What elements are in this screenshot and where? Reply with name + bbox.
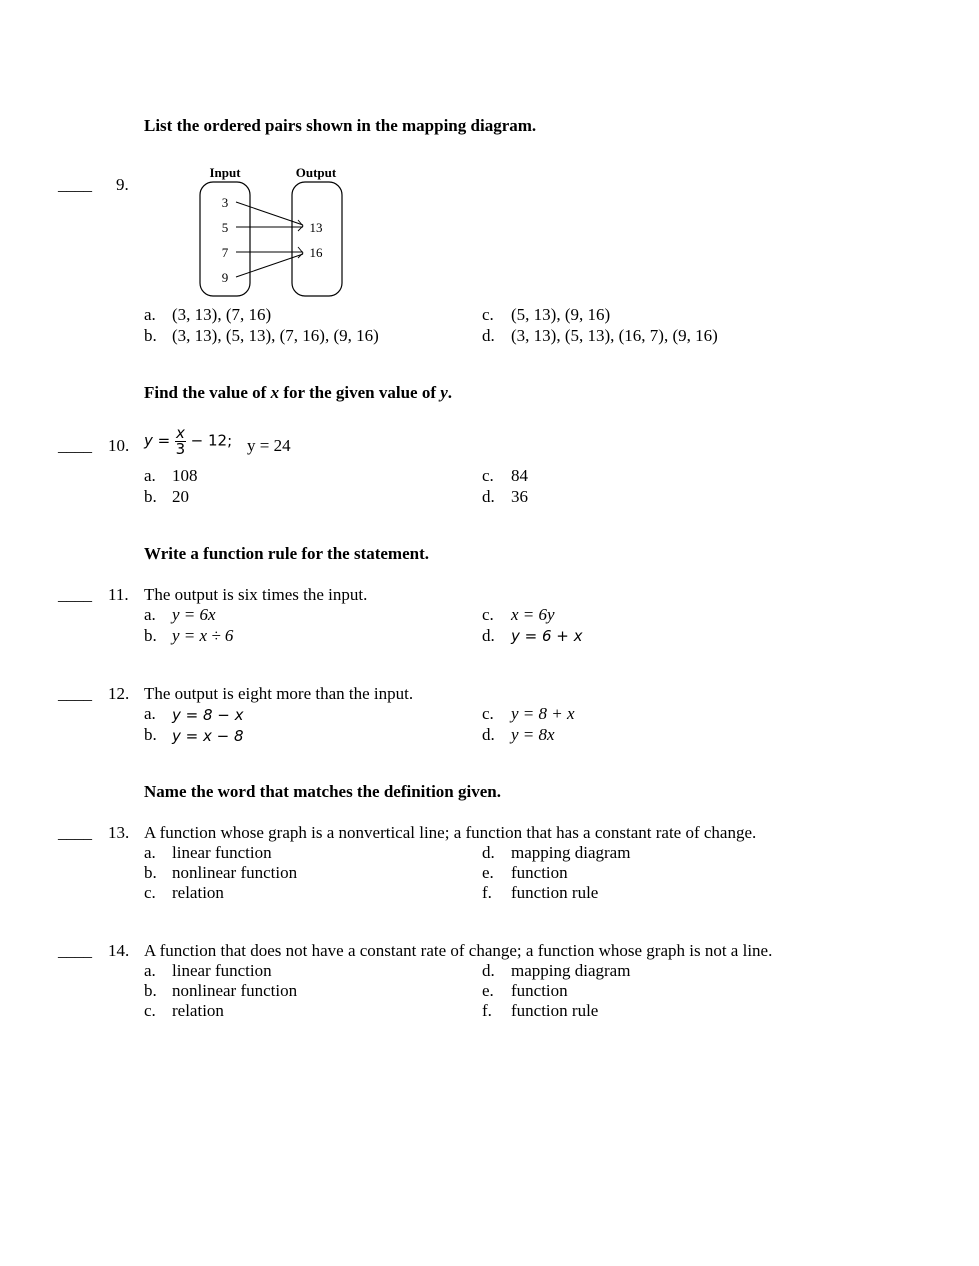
option-letter: b. <box>144 725 157 744</box>
option-c[interactable]: 84 <box>511 466 528 485</box>
option-letter: f. <box>482 883 492 902</box>
option-b[interactable]: 20 <box>172 487 189 506</box>
question-number: 13. <box>108 823 130 842</box>
option-c[interactable]: x = 6y <box>511 605 555 624</box>
option-c[interactable]: relation <box>172 883 224 902</box>
option-letter: c. <box>482 704 494 723</box>
option-d[interactable]: y = 6 + x <box>511 627 583 645</box>
question-number: 9. <box>116 175 129 194</box>
mapping-arrow <box>236 254 303 277</box>
option-b[interactable]: y = x ÷ 6 <box>172 626 234 645</box>
option-e[interactable]: function <box>511 981 568 1000</box>
question-stem: The output is six times the input. <box>144 585 368 604</box>
option-d[interactable]: 36 <box>511 487 528 506</box>
output-value: 13 <box>309 220 323 235</box>
option-letter: b. <box>144 981 157 1000</box>
option-letter: a. <box>144 466 156 485</box>
mapping-arrow <box>236 202 303 225</box>
input-value: 5 <box>221 220 229 235</box>
option-letter: e. <box>482 981 494 1000</box>
answer-blank: ____ <box>58 585 92 604</box>
option-c[interactable]: (5, 13), (9, 16) <box>511 305 611 324</box>
input-label: Input <box>209 165 241 180</box>
option-b[interactable]: (3, 13), (5, 13), (7, 16), (9, 16) <box>172 326 379 345</box>
option-letter: c. <box>482 305 494 324</box>
option-e[interactable]: function <box>511 863 568 882</box>
input-value: 3 <box>221 195 229 210</box>
output-oval <box>292 182 342 296</box>
option-letter: b. <box>144 626 157 645</box>
question-number: 14. <box>108 941 130 960</box>
question-number: 10. <box>108 436 130 455</box>
question-number: 12. <box>108 684 130 703</box>
option-letter: a. <box>144 843 156 862</box>
answer-blank: ____ <box>58 436 92 455</box>
answer-blank: ____ <box>58 684 92 703</box>
section-heading: Find the value of x for the given value of y. <box>144 383 453 402</box>
equation: y = $\frac{x}{3}$ − 12; <box>144 424 233 458</box>
option-letter: d. <box>482 326 495 345</box>
section-heading: List the ordered pairs shown in the mapping diagram. <box>144 116 537 135</box>
option-f[interactable]: function rule <box>511 1001 599 1020</box>
option-letter: b. <box>144 326 157 345</box>
option-a[interactable]: linear function <box>172 843 272 862</box>
option-a[interactable]: y = 8 − x <box>172 706 244 724</box>
mapping-diagram <box>195 160 355 302</box>
option-d[interactable]: mapping diagram <box>511 961 631 980</box>
option-d[interactable]: y = 8x <box>511 725 555 744</box>
option-a[interactable]: linear function <box>172 961 272 980</box>
option-letter: d. <box>482 843 495 862</box>
question-stem: The output is eight more than the input. <box>144 684 414 703</box>
option-c[interactable]: relation <box>172 1001 224 1020</box>
question-stem: A function that does not have a constant rate of change; a function whose graph is not a line. <box>144 941 773 960</box>
question-number: 11. <box>108 585 129 604</box>
section-heading: Write a function rule for the statement. <box>144 544 430 563</box>
option-letter: a. <box>144 704 156 723</box>
option-letter: b. <box>144 487 157 506</box>
option-letter: a. <box>144 605 156 624</box>
option-letter: c. <box>144 883 156 902</box>
option-b[interactable]: nonlinear function <box>172 981 298 1000</box>
option-c[interactable]: y = 8 + x <box>511 704 575 723</box>
input-value: 7 <box>221 245 229 260</box>
answer-blank: ____ <box>58 941 92 960</box>
question-stem: A function whose graph is a nonvertical line; a function that has a constant rate of change. <box>144 823 757 842</box>
option-b[interactable]: nonlinear function <box>172 863 298 882</box>
option-a[interactable]: (3, 13), (7, 16) <box>172 305 272 324</box>
option-letter: c. <box>144 1001 156 1020</box>
option-letter: d. <box>482 626 495 645</box>
option-letter: c. <box>482 605 494 624</box>
option-letter: d. <box>482 961 495 980</box>
option-a[interactable]: 108 <box>172 466 198 485</box>
input-value: 9 <box>221 270 229 285</box>
option-f[interactable]: function rule <box>511 883 599 902</box>
option-letter: c. <box>482 466 494 485</box>
option-letter: a. <box>144 305 156 324</box>
option-letter: f. <box>482 1001 492 1020</box>
option-a[interactable]: y = 6x <box>172 605 216 624</box>
option-letter: a. <box>144 961 156 980</box>
given-value: y = 24 <box>247 436 291 455</box>
output-value: 16 <box>309 245 323 260</box>
answer-blank: ____ <box>58 823 92 842</box>
option-b[interactable]: y = x − 8 <box>172 727 244 745</box>
option-d[interactable]: mapping diagram <box>511 843 631 862</box>
answer-blank: ____ <box>58 175 92 194</box>
option-letter: b. <box>144 863 157 882</box>
section-heading: Name the word that matches the definition given. <box>144 782 501 801</box>
option-letter: d. <box>482 725 495 744</box>
option-d[interactable]: (3, 13), (5, 13), (16, 7), (9, 16) <box>511 326 718 345</box>
option-letter: d. <box>482 487 495 506</box>
option-letter: e. <box>482 863 494 882</box>
output-label: Output <box>295 165 337 180</box>
